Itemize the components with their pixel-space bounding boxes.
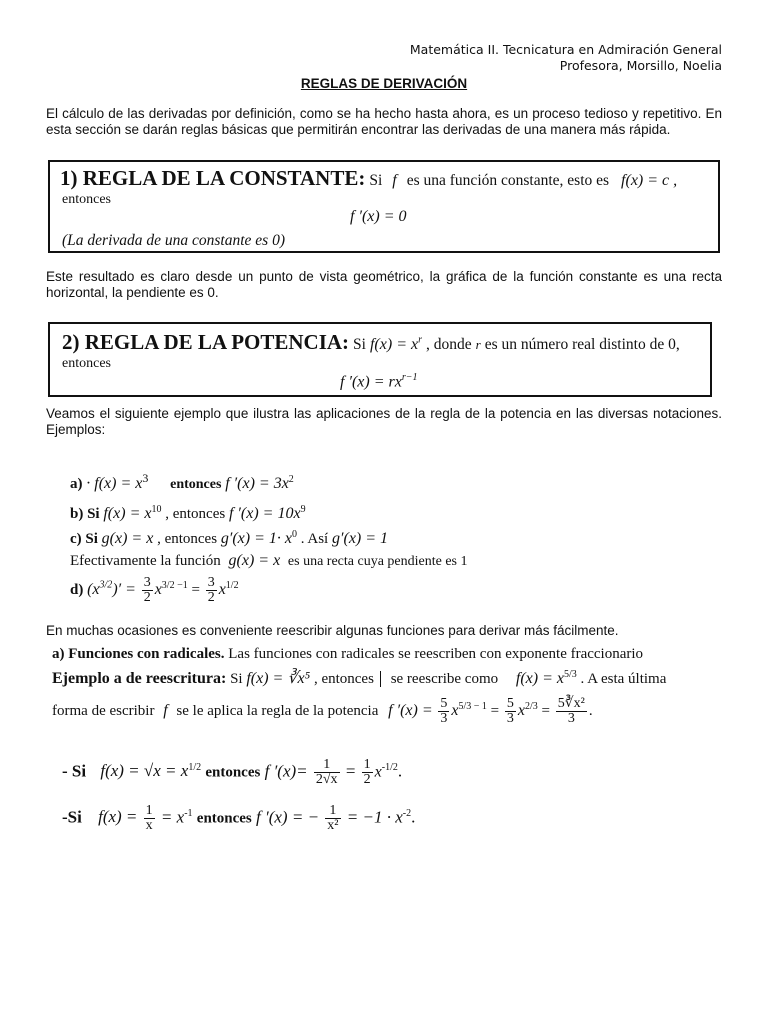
rule-power-entonces: entonces [62, 356, 111, 371]
rule-constant-note: (La derivada de una constante es 0) [62, 232, 285, 249]
rule-constant-fx: f(x) = c , [621, 172, 678, 189]
rule-power-condition: es un número real distinto de 0, [484, 336, 680, 353]
rule-power-fx: $f(x) = x^r$ [369, 334, 422, 353]
radicals-derivation-line: forma de escribir f se le aplica la regla de la potencia f ′(x) = $\frac{5}{3}$ $x^{5/3 - 1}$ = $\frac{5}{3}$ $x^{2/3}$ = $\frac{\text{5∛x²}}{3}$ . [52, 696, 593, 726]
radicals-heading: a) Funciones con radicales. Las funciones con radicales se reescriben con exponente fraccionario [52, 646, 644, 662]
rule-constant-f: f [392, 172, 397, 189]
rule-power-heading: 2) REGLA DE LA POTENCIA: [62, 330, 350, 354]
rule-power-line1 [62, 330, 680, 355]
example-c: c) Si g(x) = x , entonces $g'(x) = 1\cdot x^0$ . Así g′(x) = 1 [70, 529, 389, 547]
rule-constant-condition: es una función constante, esto es [406, 172, 610, 189]
example-b: b) Si $f(x) = x^{10}$ , entonces f $'(x) = 10x^9$ [70, 504, 306, 522]
after-rule1-paragraph: Este resultado es claro desde un punto de vista geométrico, la gráfica de la función constante es una recta horizontal, la pendiente es 0. [46, 269, 722, 300]
rule-power-r: r [475, 337, 481, 352]
rule-power-box [48, 322, 712, 397]
rule-constant-formula: f ′(x) = 0 [350, 208, 407, 225]
example-c-explanation: Efectivamente la función g(x) = x es una recta cuya pendiente es 1 [70, 552, 468, 569]
rule-constant-heading: 1) REGLA DE LA CONSTANTE: [60, 166, 366, 190]
rule-constant-entonces: entonces [62, 192, 111, 207]
page-title: REGLAS DE DERIVACIÓN [300, 76, 468, 91]
rule-power-si: Si [353, 336, 366, 353]
sqrt-example: - Si $f(x) = √x = x^{1/2}$ entonces f ′(x)= $\frac{1}{2√x}$ = $\frac{1}{2}$ $x^{-1/2}$. [62, 757, 403, 787]
rule-power-formula: f $'(x) = rx^{r-1}$ [340, 372, 418, 391]
header-line-2: Profesora, Morsillo, Noelia [559, 58, 722, 73]
rule-constant-si: Si [369, 172, 383, 189]
radicals-example-line: Ejemplo a de reescritura: Si f(x) = ∛x⁵ , entonces se reescribe como $f(x) = x^{5/3}$ . A esta última [52, 669, 667, 687]
after-rule2-paragraph: Veamos el siguiente ejemplo que ilustra las aplicaciones de la regla de la potencia en las diversas notaciones. Ejemplos: [46, 406, 722, 437]
rewrite-paragraph: En muchas ocasiones es conveniente reescribir algunas funciones para derivar más fácilmente. [46, 623, 619, 638]
example-a: $a) \cdot f(x) = x^3$ entonces f $'(x) = 3x^2$ [70, 471, 294, 492]
example-d: d) $(x^{3/2})'$ = $\frac{3}{2}$ $x^{3/2 -1}$ = $\frac{3}{2}$ $x^{1/2}$ [70, 575, 239, 605]
intro-paragraph: El cálculo de las derivadas por definición, como se ha hecho hasta ahora, es un proceso tedioso y repetitivo. En esta sección se darán reglas básicas que permitirán encontrar las derivadas de una manera más rápida. [46, 106, 722, 137]
document-header [410, 42, 722, 74]
rule-power-donde: , donde [426, 336, 472, 353]
reciprocal-example: -Si f(x) = $\frac{1}{x}$ = $x^{-1}$ entonces f ′(x) = − $\frac{1}{\text{x²}}$ = $-1 \cdot x^{-2}$. [62, 803, 416, 833]
rule-constant-box [48, 160, 720, 253]
rule-constant-line1 [60, 166, 677, 191]
header-line-1: Matemática II. Tecnicatura en Admiración General [409, 42, 722, 57]
